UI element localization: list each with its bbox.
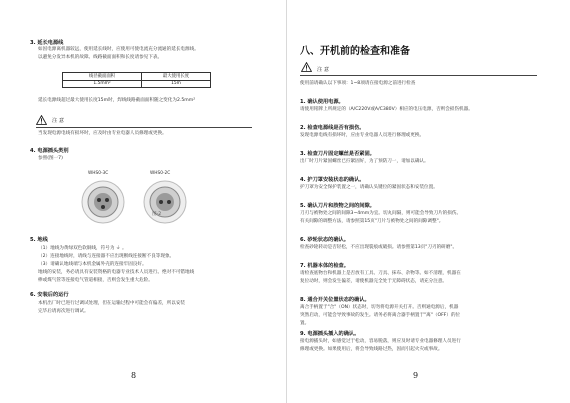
warning-triangle-icon (301, 62, 312, 72)
item7-line2: 复位动时，则会发生偏差，请使机器完全处于无障碍状态，请充分注意。 (300, 279, 448, 284)
item1-line: 请使用铭牌上所规定的（A/C220V或A/C380V）相应的电压电源，否则会损伤机器。 (300, 107, 473, 112)
table-row (63, 73, 211, 81)
item8-heading: 8. 通合开关位置状态的确认。 (300, 297, 370, 303)
page-title: 八、开机前的检查和准备 (300, 46, 410, 57)
item5-line1: 刀刃与被物处之间的间隙3~4mm为宜。切丸间隔，则可能会导致刀片的损伤。 (300, 211, 462, 216)
right-page (287, 0, 570, 403)
item9-line1: 接电源插头时，如感觉过于松动，容易脱落，则应及时请专业电器修理人员进行 (300, 339, 461, 344)
table-row (63, 80, 211, 88)
item4-line: 护刀罩为安全保护装置之一，请确认头键位的紧固状态和安装位置。 (300, 185, 438, 190)
section5-line4: 地线的安装，务必请具有安装资格的电器专业技术人员进行。绝对不可错地线 (38, 270, 195, 275)
after-table-note: 延长电源线超过最大使用长度15m时，焊线线路截面面积随之变化为2.5mm² (38, 98, 196, 103)
item3-heading: 3. 检查刀片固定螺丝是否紧固。 (300, 151, 375, 157)
item8-line2: 突然启动，可能会导致事故的发生。请务必将离合器手柄置于"离"（OFF）的位 (300, 313, 461, 318)
item5-heading: 5. 确认刀片和肢物之间的间隙。 (300, 203, 375, 209)
plug-3c-icon (80, 179, 126, 225)
right-notice-label: 注 意 (317, 67, 330, 73)
plug2-label: WHS0-2C (150, 171, 171, 176)
item9-line2: 修理或更换。如果使用后，将会导致线路过热，因而引起火灾或事故。 (300, 347, 443, 352)
item2-heading: 2. 检查电源线是否有损伤。 (300, 125, 365, 131)
section5-line1: （1）地线为黄绿双色软铜线，符号为 ⏚ 。 (38, 246, 127, 251)
table-cell: 最大使用长度 (142, 73, 211, 81)
section5-line5: 棒或煤气管等连接电气管道相接，否则会发生重大危险。 (38, 278, 153, 283)
warning-triangle-icon (36, 115, 47, 125)
item3-line: 出厂时刀片紧固螺丝已拧紧固好，为了预防刀一，请加以确认。 (300, 159, 429, 164)
page-number-right: 9 (413, 371, 419, 380)
notice-divider (300, 75, 537, 76)
section5-line2: （2）连接地线时，请线与连接器不应出现断线连接断不良等现象。 (38, 254, 175, 259)
section3-line2: 以避免分发异本机的故障。线路截面面积和长度请参见下表。 (38, 55, 163, 60)
item7-heading: 7. 机器本体的检查。 (300, 263, 349, 269)
item9-heading: 9. 电源插头插入的确认。 (300, 331, 360, 337)
table-cell: 1.5mm² (63, 80, 142, 88)
item5-line2: 有关间隙的调整方法，请参照第15页"刀片与被物处之间的间隙调整"。 (300, 219, 444, 224)
left-notice-label: 注 意 (52, 118, 65, 124)
figure-caption: 图-2 (152, 212, 162, 217)
item6-heading: 6. 砂轮状态的确认。 (300, 237, 349, 243)
section6-heading: 6. 安装后的运行 (30, 292, 69, 298)
item7-line1: 请检查底物台和机器上是否放有工具、刀具、抹布、杂物等。如不清理，机器在 (300, 271, 461, 276)
page-number-left: 8 (131, 371, 137, 380)
section6-line1: 本机出厂时已进行过调试处理，但在运输过程中可能会有偏差，所以安装 (38, 301, 186, 306)
item8-line3: 置。 (300, 321, 310, 326)
section3-heading: 3. 延长电源线 (30, 40, 64, 46)
left-notice-text: 当发现电源电线有损坏时，应及时由专业电器人员修理或更换。 (38, 131, 167, 136)
right-notice-text: 使用前请确认以下事项：1~8项请在接电源之前进行检查 (300, 81, 416, 86)
section5-line3: （3）请确认地线端与本机金属外壳的连接牢固良好。 (38, 262, 147, 267)
section5-heading: 5. 地线 (30, 237, 48, 243)
table-cell: 线径截面面积 (63, 73, 142, 81)
cable-spec-table (62, 72, 211, 88)
item2-line: 发现电源电线有损坏时，应由专业电器人员进行修理或更换。 (300, 133, 425, 138)
item8-line1: 离合手柄置于"合"（ON）状态时，切勿将电源开关打开。否则通电源后，机器 (300, 305, 459, 310)
section3-line1: 如因电源离机器较远，使用延长线时，应使用可使电流充分流通的延长电源线。 (38, 47, 199, 52)
section4-sub: 参照(图一7) (38, 156, 63, 161)
plug-2c-icon (142, 179, 188, 225)
item1-heading: 1. 确认使用电源。 (300, 99, 344, 105)
notice-divider (36, 127, 252, 128)
section6-line2: 完毕后请再次进行调试。 (38, 309, 89, 314)
item4-heading: 4. 护刀罩安装状态的确认。 (300, 177, 365, 183)
plug1-label: WHS0-3C (88, 171, 109, 176)
section4-heading: 4. 电源插头类别 (30, 148, 69, 154)
item6-line: 检查砂轮转动是否轻松，不应出现裂痕或破损。请参照第13页"刀刃的研磨"。 (300, 245, 458, 250)
table-cell: 15m (142, 80, 211, 88)
